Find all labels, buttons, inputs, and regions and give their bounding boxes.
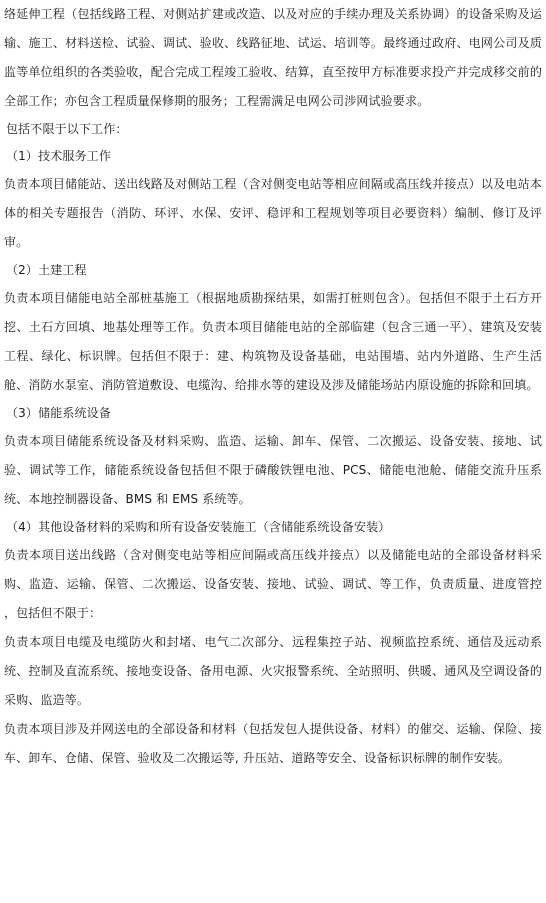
heading-civil-works: （2）土建工程: [6, 263, 87, 277]
paragraph-storage-equipment: 负责本项目储能系统设备及材料采购、监造、运输、卸车、保管、二次搬运、设备安装、接地、试验、调试等工作，储能系统设备包括但不限于磷酸铁锂电池、PCS、储能电池舱、储能交流升压系统、本地控制器设备、BMS 和 EMS 系统等。: [4, 434, 542, 506]
paragraph-grid-connection: 负责本项目涉及并网送电的全部设备和材料（包括发包人提供设备、材料）的催交、运输、保险、接车、卸车、仓储、保管、验收及二次搬运等, 升压站、道路等安全、设备标识标牌的制作安装。: [4, 722, 542, 765]
paragraph-technical-services: 负责本项目储能站、送出线路及对侧站工程（含对侧变电站等相应间隔或高压线并接点）以及电站本体的相关专题报告（消防、环评、水保、安评、稳评和工程规划等项目必要资料）编制、修订及评审。: [4, 177, 542, 249]
heading-storage-equipment: （3）储能系统设备: [6, 406, 111, 420]
paragraph-other-equipment: 负责本项目送出线路（含对侧变电站等相应间隔或高压线并接点）以及储能电站的全部设备材料采购、监造、运输、保管、二次搬运、设备安装、接地、试验、调试、等工作，负责质量、进度管控 ，包括但不限于：: [4, 548, 542, 620]
paragraph-intro: 络延伸工程（包括线路工程、对侧站扩建或改造、以及对应的手续办理及关系协调）的设备采购及运输、施工、材料送检、试验、调试、验收、线路征地、试运、培训等。最终通过政府、电网公司及质监等单位组织的各类验收，配合完成工程竣工验收、结算，直至按甲方标准要求投产并完成移交前的全部工作；亦包含工程质量保修期的服务；工程需满足电网公司涉网试验要求。: [4, 7, 542, 108]
heading-technical-services: （1）技术服务工作: [6, 149, 111, 163]
paragraph-scope-lead: 包括不限于以下工作：: [6, 122, 128, 136]
paragraph-civil-works: 负责本项目储能电站全部桩基施工（根据地质勘探结果，如需打桩则包含）。包括但不限于土石方开挖、土石方回填、地基处理等工作。负责本项目储能电站的全部临建（包含三通一平）、建筑及安装工程、绿化、标识牌。包括但不限于：建、构筑物及设备基础，电站围墙、站内外道路、生产生活舱、消防水泵室、消防管道敷设、电缆沟、给排水等的建设及涉及储能场站内原设施的拆除和回填。: [4, 291, 542, 392]
heading-other-equipment: （4）其他设备材料的采购和所有设备安装施工（含储能系统设备安装）: [6, 520, 391, 534]
paragraph-electrical-systems: 负责本项目电缆及电缆防火和封堵、电气二次部分、远程集控子站、视频监控系统、通信及远动系统、控制及直流系统、接地变设备、备用电源、火灾报警系统、全站照明、供暖、通风及空调设备的采购、监造等。: [4, 635, 542, 707]
